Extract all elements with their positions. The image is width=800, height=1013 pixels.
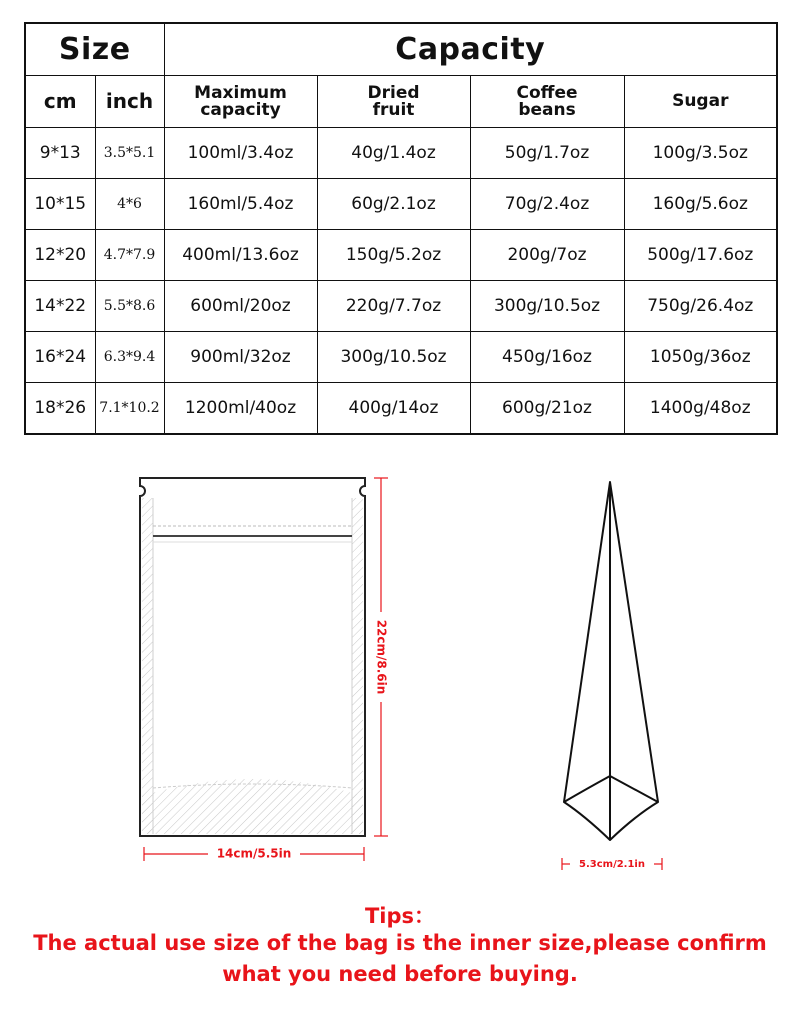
sugar-cell: 500g/17.6oz — [624, 230, 777, 281]
table-row — [25, 383, 777, 435]
inch-cell: 4*6 — [95, 179, 164, 230]
max-capacity-cell: 100ml/3.4oz — [164, 128, 317, 179]
max-capacity-cell: 600ml/20oz — [164, 281, 317, 332]
width-label: 14cm/5.5in — [216, 846, 292, 861]
max-capacity-cell: 1200ml/40oz — [164, 383, 317, 435]
coffee-beans-cell: 200g/7oz — [470, 230, 624, 281]
max-capacity-cell: 160ml/5.4oz — [164, 179, 317, 230]
dried-fruit-cell: 220g/7.7oz — [317, 281, 470, 332]
max-capacity-header-line1: Maximum — [194, 82, 287, 103]
size-header: Size — [25, 23, 164, 76]
dried-fruit-cell: 60g/2.1oz — [317, 179, 470, 230]
cm-cell: 10*15 — [25, 179, 95, 230]
tips-title: Tips： — [364, 904, 436, 928]
sugar-cell: 1050g/36oz — [624, 332, 777, 383]
sugar-cell: 1400g/48oz — [624, 383, 777, 435]
bag-front-diagram — [120, 462, 410, 872]
inch-cell: 7.1*10.2 — [95, 383, 164, 435]
bag-side-diagram — [540, 470, 690, 880]
cm-column-header: cm — [25, 76, 95, 128]
coffee-beans-cell: 450g/16oz — [470, 332, 624, 383]
coffee-beans-column-header — [470, 76, 624, 128]
size-capacity-table — [24, 22, 778, 435]
sugar-column-header: Sugar — [624, 76, 777, 128]
table-row — [25, 332, 777, 383]
max-capacity-cell: 900ml/32oz — [164, 332, 317, 383]
side-profile — [564, 482, 658, 840]
cm-cell: 12*20 — [25, 230, 95, 281]
max-capacity-column-header — [164, 76, 317, 128]
inch-column-header: inch — [95, 76, 164, 128]
inch-cell: 6.3*9.4 — [95, 332, 164, 383]
dried-fruit-column-header — [317, 76, 470, 128]
dried-fruit-cell: 400g/14oz — [317, 383, 470, 435]
coffee-beans-header-line1: Coffee — [516, 82, 578, 103]
cm-cell: 9*13 — [25, 128, 95, 179]
dried-fruit-cell: 300g/10.5oz — [317, 332, 470, 383]
gusset-label: 5.3cm/2.1in — [579, 859, 645, 870]
coffee-beans-cell: 70g/2.4oz — [470, 179, 624, 230]
dried-fruit-header-line2: fruit — [372, 99, 415, 120]
tips-line-2: what you need before buying. — [222, 962, 578, 986]
table-row — [25, 281, 777, 332]
sugar-cell: 100g/3.5oz — [624, 128, 777, 179]
dried-fruit-header-line1: Dried — [367, 82, 420, 103]
capacity-header: Capacity — [164, 23, 777, 76]
sugar-cell: 750g/26.4oz — [624, 281, 777, 332]
table-row — [25, 128, 777, 179]
coffee-beans-cell: 300g/10.5oz — [470, 281, 624, 332]
coffee-beans-cell: 600g/21oz — [470, 383, 624, 435]
inch-cell: 4.7*7.9 — [95, 230, 164, 281]
dried-fruit-cell: 150g/5.2oz — [317, 230, 470, 281]
sugar-cell: 160g/5.6oz — [624, 179, 777, 230]
coffee-beans-header-line2: beans — [518, 99, 576, 120]
cm-cell: 18*26 — [25, 383, 95, 435]
cm-cell: 16*24 — [25, 332, 95, 383]
left-seam — [142, 498, 153, 834]
max-capacity-cell: 400ml/13.6oz — [164, 230, 317, 281]
table-row — [25, 230, 777, 281]
table-row — [25, 179, 777, 230]
height-label: 22cm/8.6in — [374, 619, 389, 695]
inch-cell: 5.5*8.6 — [95, 281, 164, 332]
right-seam — [352, 498, 363, 834]
tips-line-1: The actual use size of the bag is the inner size,please confirm — [33, 931, 767, 955]
inch-cell: 3.5*5.1 — [95, 128, 164, 179]
max-capacity-header-line2: capacity — [200, 99, 281, 120]
dried-fruit-cell: 40g/1.4oz — [317, 128, 470, 179]
coffee-beans-cell: 50g/1.7oz — [470, 128, 624, 179]
cm-cell: 14*22 — [25, 281, 95, 332]
